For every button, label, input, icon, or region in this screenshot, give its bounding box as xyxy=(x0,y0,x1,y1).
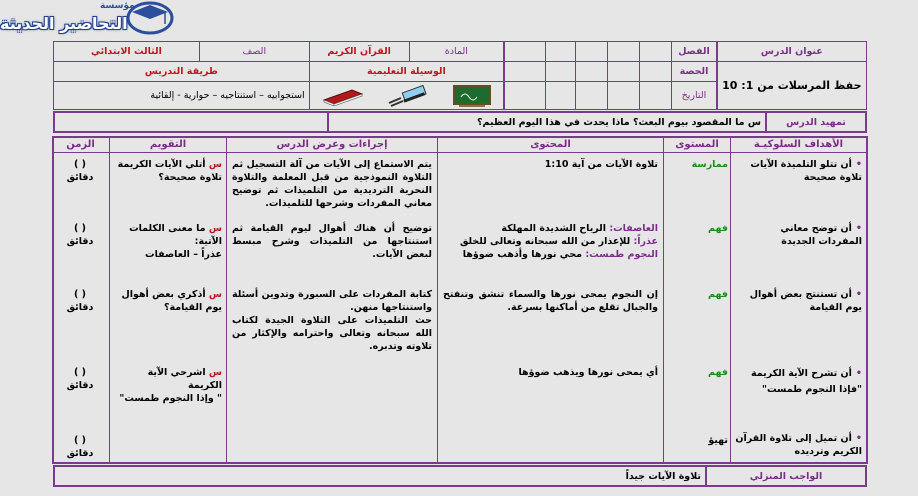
content-4: أي يمحى نورها ويذهب ضوؤها xyxy=(518,367,658,378)
lesson-info-table xyxy=(53,41,867,110)
time-unit: دقائق xyxy=(66,380,94,391)
col-objectives-header: الأهداف السلوكيـة xyxy=(731,138,866,153)
grade-label: الصف xyxy=(199,42,309,62)
level-4: فهم xyxy=(708,367,728,378)
evaluation-2 xyxy=(112,222,222,261)
time-paren: ( ) xyxy=(74,159,86,170)
date-cell xyxy=(640,82,672,110)
procedure-2: توضيح أن هناك أهوال ليوم القيامة ثم استنتاجها من التلميذات وشرح مبسط لبعض الآيات. xyxy=(232,223,432,260)
vocab-term: النجوم طمست: xyxy=(585,249,658,260)
date-cell xyxy=(546,82,576,110)
class-cell xyxy=(640,42,672,62)
subject-label: المادة xyxy=(409,42,504,62)
session-cell xyxy=(504,62,546,82)
level-1: ممارسة xyxy=(691,159,728,170)
logo-small-text: مؤسسة xyxy=(100,1,135,11)
time-unit: دقائق xyxy=(66,236,94,247)
session-cell xyxy=(640,62,672,82)
evaluation-verse: " وإذا النجوم طمست" xyxy=(119,393,222,404)
class-cell xyxy=(546,42,576,62)
intro-empty xyxy=(54,112,328,132)
time-paren: ( ) xyxy=(74,289,86,300)
level-5: تهيؤ xyxy=(708,435,728,446)
lesson-title-label: عنوان الدرس xyxy=(717,42,867,62)
chalkboard-icon xyxy=(453,85,491,107)
grade-value: الثالث الابتدائي xyxy=(54,42,200,62)
divider xyxy=(226,138,227,464)
date-cell xyxy=(504,82,546,110)
time-unit: دقائق xyxy=(66,172,94,183)
subject-value: القرآن الكريم xyxy=(309,42,409,62)
procedure-1: يتم الاستماع إلى الآيات من آلة التسجيل ثم التلاوة النموذجية من قبل المعلمة والتلاوة النحرية الترديدية من التلميذات ثم توضيح معاني المفردات وشرحها للتلميذات. xyxy=(232,159,432,209)
time-unit: دقائق xyxy=(66,302,94,313)
chalk-eraser-icon xyxy=(387,85,429,107)
level-3: فهم xyxy=(708,289,728,300)
date-label: التاريخ xyxy=(672,82,717,110)
intro-label: تمهيد الدرس xyxy=(766,112,866,132)
evaluation-1 xyxy=(112,158,222,184)
class-cell xyxy=(576,42,608,62)
question-marker: س xyxy=(208,159,222,170)
content-2 xyxy=(443,222,658,261)
evaluation-text: ما معنى الكلمات الآتية: xyxy=(129,223,222,247)
procedure-text: كتابة المفردات على السبورة وتدوين أسئلة واستنتاجها منهن. xyxy=(232,289,432,313)
divider xyxy=(730,138,731,464)
session-label: الحصة xyxy=(672,62,717,82)
question-marker: س xyxy=(208,223,222,234)
divider xyxy=(437,138,438,464)
aid-label: الوسيلة التعليمية xyxy=(309,62,504,82)
procedure-text: حث التلميذات على التلاوة الجيدة لكتاب الله سبحانه وتعالى واحترامه والإكثار من تلاوته وتدبره. xyxy=(232,315,432,352)
date-cell xyxy=(576,82,608,110)
time-paren: ( ) xyxy=(74,435,86,446)
session-cell xyxy=(576,62,608,82)
time-paren: ( ) xyxy=(74,223,86,234)
col-time-header: الزمن xyxy=(52,138,109,153)
session-cell xyxy=(546,62,576,82)
time-3 xyxy=(54,288,106,314)
date-cell xyxy=(608,82,640,110)
evaluation-text: اشرحي الآية الكريمة xyxy=(147,367,222,391)
evaluation-4 xyxy=(112,366,222,405)
time-unit: دقائق xyxy=(66,448,94,459)
lesson-title-value: حفظ المرسلات من 1: 10 xyxy=(717,62,867,110)
method-label: طريقة التدريس xyxy=(54,62,310,82)
vocab-term: العاصفات: xyxy=(609,223,658,234)
homework-value: تلاوة الآيات جيداً xyxy=(54,466,706,486)
time-4 xyxy=(54,366,106,392)
divider xyxy=(109,138,110,464)
level-2: فهم xyxy=(708,223,728,234)
lesson-plan-table xyxy=(52,136,868,464)
vocab-meaning: محي نورها وأذهب ضوؤها xyxy=(462,249,583,260)
objective-2: • أن توضح معاني المفردات الجديدة xyxy=(734,222,862,248)
evaluation-words: عذراً – العاصفات xyxy=(145,249,222,260)
question-marker: س xyxy=(208,367,222,378)
time-2 xyxy=(54,222,106,248)
class-cell xyxy=(504,42,546,62)
vocab-meaning: للإعذار من الله سبحانه وتعالى للخلق xyxy=(459,236,631,247)
divider xyxy=(663,138,664,464)
evaluation-3 xyxy=(112,288,222,314)
method-value: استجوابيه – استنتاجيه – حوارية - إلقائية xyxy=(54,82,310,110)
time-1 xyxy=(54,158,106,184)
objective-1: • أن تتلو التلميذة الآيات تلاوة صحيحة xyxy=(734,158,862,184)
time-5 xyxy=(54,434,106,460)
objective-3: • أن تستنتج بعض أهوال يوم القيامة xyxy=(734,288,862,314)
class-label: الفصل xyxy=(672,42,717,62)
procedure-3 xyxy=(232,288,432,353)
logo-title: التحاضير الحديثة xyxy=(0,14,128,33)
intro-question: س ما المقصود بيوم البعث؟ ماذا يحدث في هذا اليوم العظيم؟ xyxy=(328,112,766,132)
time-paren: ( ) xyxy=(74,367,86,378)
vocab-term: عذراً: xyxy=(633,236,658,247)
vocab-meaning: الرياح الشديدة المهلكة xyxy=(501,223,606,234)
publisher-logo xyxy=(0,0,180,40)
content-3: إن النجوم يمحى نورها والسماء تنشق وتنفتح والجبال تقلع من أماكنها بسرعة. xyxy=(443,289,658,313)
col-procedures-header: إجراءات وعرض الدرس xyxy=(227,138,437,153)
col-content-header: المحتوى xyxy=(438,138,663,153)
objective-4: • أن تشرح الآية الكريمة "فإذا النجوم طمست" xyxy=(734,366,862,398)
evaluation-text: أذكري بعض أهوال يوم القيامة؟ xyxy=(121,289,222,313)
session-cell xyxy=(608,62,640,82)
col-evaluation-header: التقويم xyxy=(110,138,226,153)
class-cell xyxy=(608,42,640,62)
col-level-header: المستوى xyxy=(664,138,730,153)
teaching-aids xyxy=(309,82,504,110)
objective-5: • أن تميل إلى تلاوة القرآن الكريم وترديده xyxy=(734,432,862,458)
homework-table xyxy=(53,465,867,487)
content-1: تلاوة الآيات من آية 1:10 xyxy=(544,159,658,170)
question-marker: س xyxy=(208,289,222,300)
evaluation-text: أتلي الآيات الكريمة تلاوة صحيحة؟ xyxy=(117,159,222,183)
book-icon xyxy=(322,86,364,106)
homework-label: الواجب المنزلي xyxy=(706,466,866,486)
intro-table xyxy=(53,111,867,133)
